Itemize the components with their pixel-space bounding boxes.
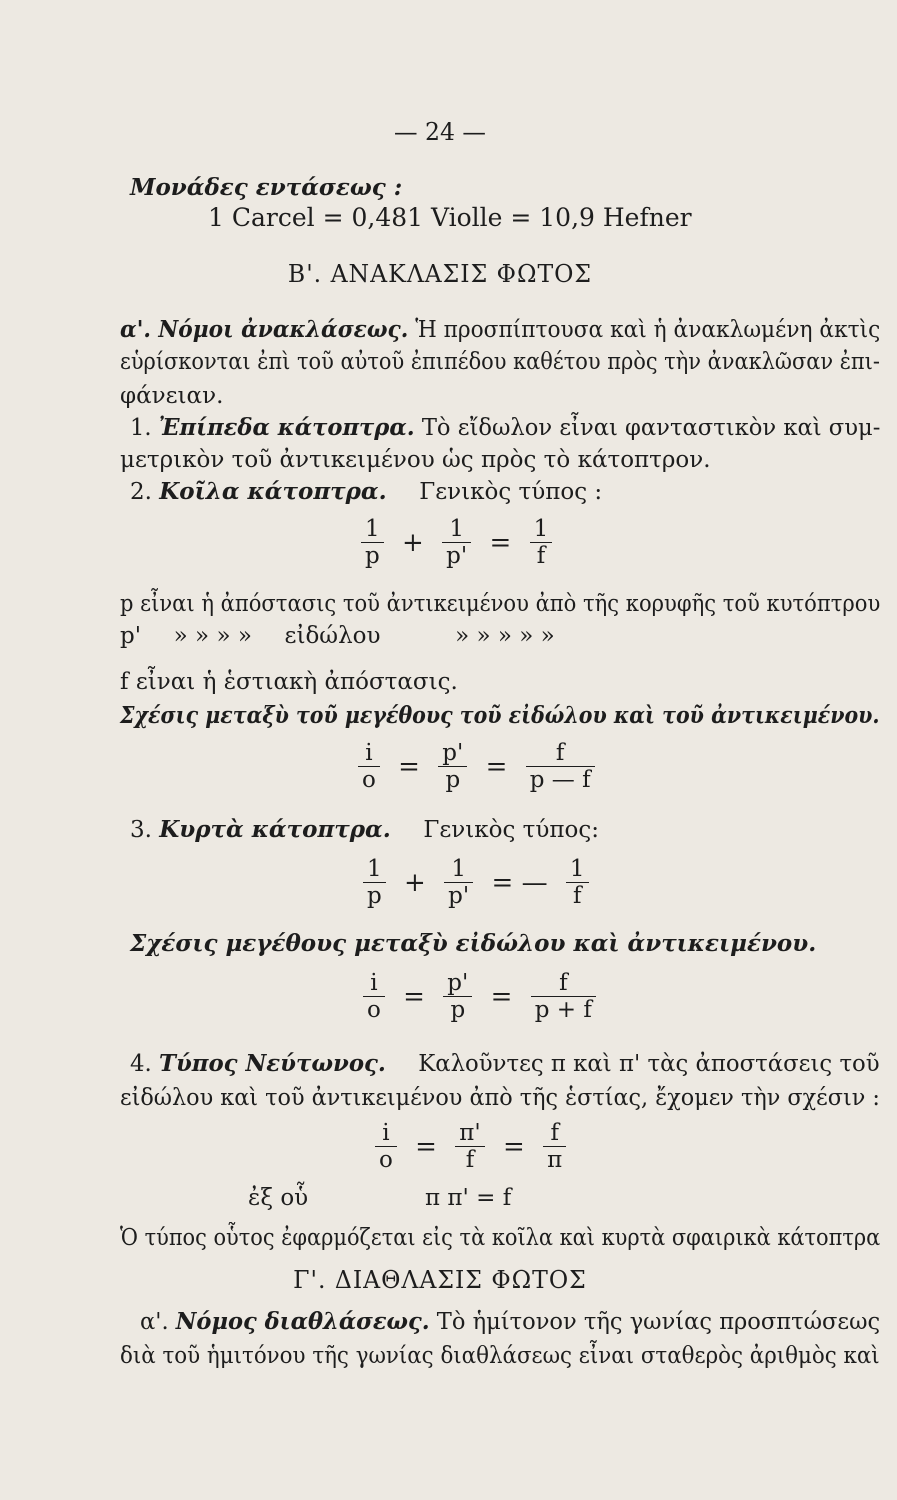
page-number: — 24 — [393, 118, 486, 146]
plane-text-2: μετρικὸν τοῦ ἀντικειμένου ὡς πρὸς τὸ κάτοπτρον. [120, 447, 711, 473]
fraction: $\frac{1}{p'}$ [444, 856, 473, 909]
refraction-text-1: Τὸ ἡμίτονον τῆς γωνίας προσπτώσεως [436, 1309, 881, 1335]
plane-label: Ἐπίπεδα κάτοπτρα. [158, 414, 415, 441]
def-p: p εἶναι ἡ ἀπόστασις τοῦ ἀντικειμένου ἀπὸ τῆς κορυφῆς τοῦ κυτόπτρου [120, 591, 881, 617]
plane-text-1: Τὸ εἴδωλον εἶναι φανταστικὸν καὶ συμ- [421, 415, 881, 441]
relation1-title: Σχέσις μεταξὺ τοῦ μεγέθους τοῦ εἰδώλου καὶ τοῦ ἀντικειμένου. [120, 702, 880, 729]
fraction: $\frac{i}{o}$ [358, 740, 380, 793]
convex-num: 3. [130, 817, 152, 843]
fraction: $\frac{p'}{p}$ [443, 970, 472, 1023]
fraction: $\frac{f}{p + f}$ [531, 970, 596, 1023]
refraction-num: α'. [140, 1309, 169, 1335]
fraction: $\frac{\pi'}{f}$ [455, 1120, 484, 1173]
relation1-equation: $\frac{i}{o}$ = $\frac{p'}{p}$ = $\frac{f}{p — f}$ [355, 740, 598, 793]
newton-line-1 [130, 1050, 880, 1078]
concave-equation: $\frac{1}{p}$ + $\frac{1}{p'}$ = $\frac{1}{f}$ [358, 516, 555, 569]
convex-line [130, 816, 599, 844]
law-text-3: φάνειαν. [120, 383, 224, 409]
newton-num: 4. [130, 1051, 152, 1077]
fraction: $\frac{p'}{p}$ [438, 740, 467, 793]
def-f: f εἶναι ἡ ἑστιακὴ ἀπόστασις. [120, 669, 458, 695]
fraction: $\frac{1}{p}$ [361, 516, 384, 569]
newton-text-1: Καλοῦντες π καὶ π' τὰς ἀποστάσεις τοῦ [418, 1051, 880, 1077]
fraction: $\frac{1}{f}$ [566, 856, 589, 909]
law-text-1: Ἡ προσπίπτουσα καὶ ἡ ἀνακλωμένη ἀκτὶς [415, 317, 881, 343]
plane-num: 1. [130, 415, 152, 441]
applies-text: Ὁ τύπος οὗτος ἐφαρμόζεται εἰς τὰ κοῖλα καὶ κυρτὰ σφαιρικὰ κάτοπτρα [120, 1225, 881, 1251]
law-label: α'. Νόμοι ἀνακλάσεως. [120, 316, 409, 343]
fraction: $\frac{1}{p'}$ [442, 516, 471, 569]
convex-equation: $\frac{1}{p}$ + $\frac{1}{p'}$ = — $\frac{1}{f}$ [360, 856, 592, 909]
section-c-title: Γ'. ΔΙΑΘΛΑΣΙΣ ΦΩΤΟΣ [293, 1266, 587, 1294]
fraction: $\frac{i}{o}$ [363, 970, 385, 1023]
fraction: $\frac{1}{f}$ [530, 516, 553, 569]
newton-label: Τύπος Νεύτωνος. [159, 1050, 386, 1077]
law-line-1 [120, 316, 880, 344]
fraction: $\frac{f}{p — f}$ [526, 740, 595, 793]
units-heading: Μονάδες εντάσεως : [130, 174, 403, 201]
plane-line-1 [130, 414, 880, 442]
refraction-label: Νόμος διαθλάσεως. [175, 1308, 430, 1335]
fraction: $\frac{1}{p}$ [363, 856, 386, 909]
def-pp: p' » » » » εἰδώλου » » » » » [120, 623, 555, 649]
refraction-line-1 [140, 1308, 880, 1336]
newton-ex-eq: π π' = f [425, 1185, 512, 1211]
fraction: $\frac{i}{o}$ [375, 1120, 397, 1173]
section-b-title: Β'. ΑΝΑΚΛΑΣΙΣ ΦΩΤΟΣ [287, 260, 593, 288]
concave-line [130, 478, 602, 506]
relation2-title: Σχέσις μεγέθους μεταξὺ εἰδώλου καὶ ἀντικειμένου. [130, 930, 817, 957]
concave-label: Κοῖλα κάτοπτρα. [159, 478, 387, 505]
units-line: 1 Carcel = 0,481 Violle = 10,9 Hefner [208, 203, 692, 232]
newton-equation: $\frac{i}{o}$ = $\frac{\pi'}{f}$ = $\frac{f}{\pi}$ [372, 1120, 569, 1173]
concave-num: 2. [130, 479, 152, 505]
concave-text: Γενικὸς τύπος : [419, 479, 603, 505]
convex-label: Κυρτὰ κάτοπτρα. [159, 816, 391, 843]
newton-text-2: εἰδώλου καὶ τοῦ ἀντικειμένου ἀπὸ τῆς ἑστίας, ἔχομεν τὴν σχέσιν : [120, 1085, 880, 1111]
refraction-text-2: διὰ τοῦ ἡμιτόνου τῆς γωνίας διαθλάσεως εἶναι σταθερὸς ἀριθμὸς καὶ [120, 1343, 880, 1369]
relation2-equation: $\frac{i}{o}$ = $\frac{p'}{p}$ = $\frac{f}{p + f}$ [360, 970, 599, 1023]
convex-text: Γενικὸς τύπος: [423, 817, 599, 843]
law-text-2: εὑρίσκονται ἐπὶ τοῦ αὐτοῦ ἐπιπέδου καθέτου πρὸς τὴν ἀνακλῶσαν ἐπι- [120, 349, 880, 375]
fraction: $\frac{f}{\pi}$ [543, 1120, 566, 1173]
newton-ex-label: ἐξ οὗ [248, 1185, 309, 1211]
